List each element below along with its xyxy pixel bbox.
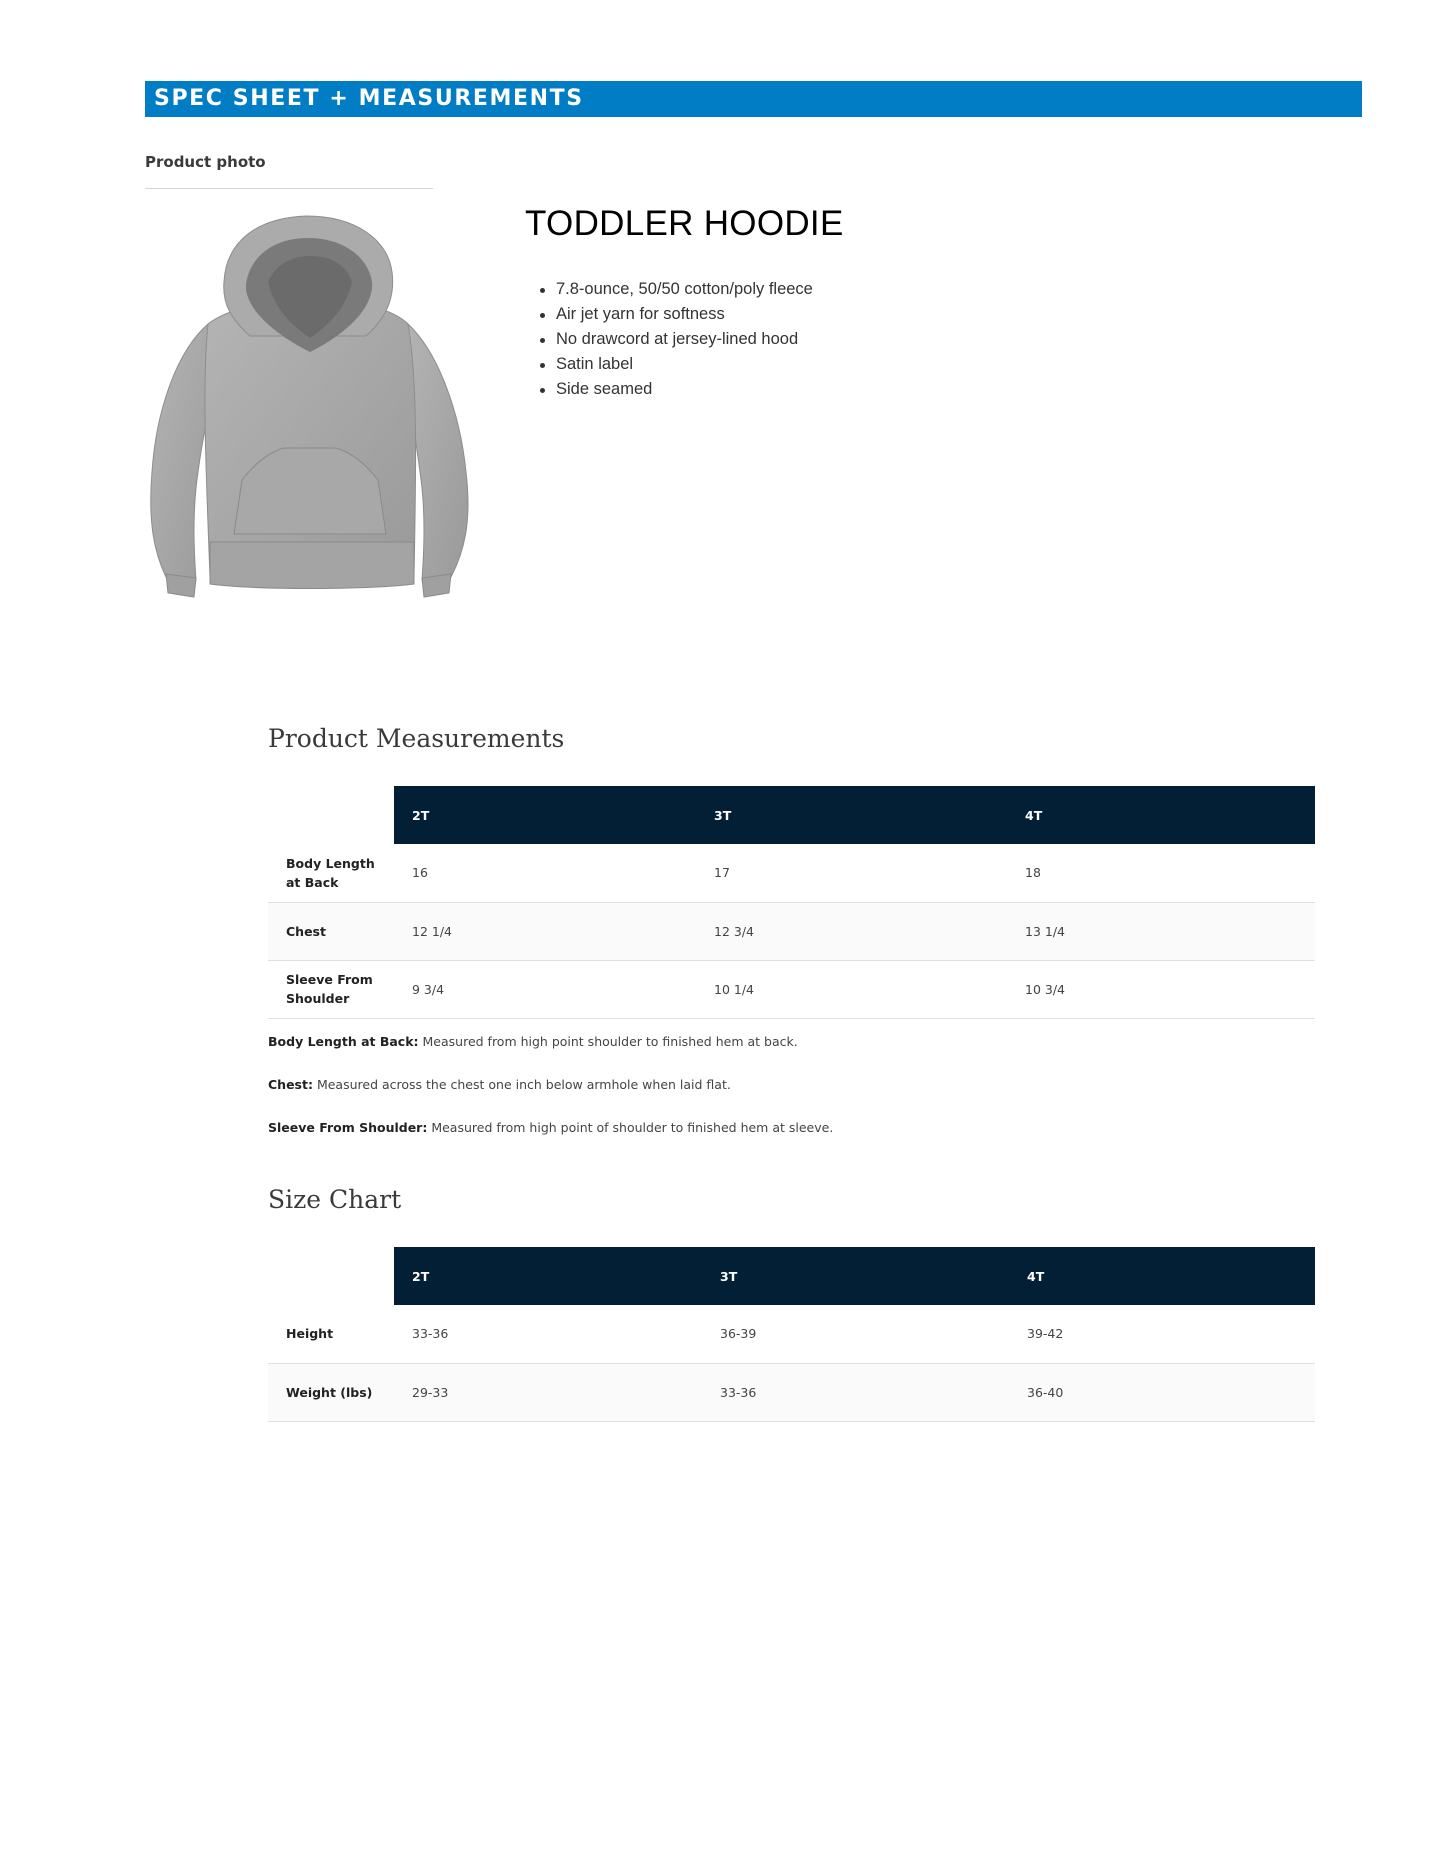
table-cell: 29-33 bbox=[394, 1363, 702, 1421]
row-label: Body Length at Back bbox=[268, 844, 394, 902]
table-header-row bbox=[268, 786, 1315, 844]
product-title: TODDLER HOODIE bbox=[525, 204, 844, 243]
feature-item: No drawcord at jersey-lined hood bbox=[540, 328, 813, 353]
note-text: Measured from high point of shoulder to finished hem at sleeve. bbox=[427, 1120, 834, 1135]
note-text: Measured across the chest one inch below armhole when laid flat. bbox=[312, 1077, 731, 1092]
note-chest bbox=[268, 1077, 833, 1120]
table-cell: 36-39 bbox=[702, 1305, 1009, 1363]
spec-sheet-banner: SPEC SHEET + MEASUREMENTS bbox=[145, 81, 1362, 117]
table-cell: 18 bbox=[1007, 844, 1315, 902]
column-header: 3T bbox=[696, 786, 1007, 844]
photo-divider bbox=[145, 188, 433, 189]
table-cell: 13 1/4 bbox=[1007, 902, 1315, 960]
measurement-notes bbox=[268, 1034, 833, 1163]
product-measurements-table bbox=[268, 786, 1315, 1019]
hoodie-product-image bbox=[146, 212, 474, 620]
table-row bbox=[268, 960, 1315, 1018]
table-row bbox=[268, 902, 1315, 960]
table-cell: 33-36 bbox=[702, 1363, 1009, 1421]
table-header-row bbox=[268, 1247, 1315, 1305]
table-row bbox=[268, 844, 1315, 902]
row-label: Weight (lbs) bbox=[268, 1363, 394, 1421]
table-cell: 33-36 bbox=[394, 1305, 702, 1363]
table-cell: 12 1/4 bbox=[394, 902, 696, 960]
product-measurements-heading: Product Measurements bbox=[268, 724, 565, 753]
row-label: Sleeve From Shoulder bbox=[268, 960, 394, 1018]
table-cell: 36-40 bbox=[1009, 1363, 1315, 1421]
note-term: Chest: bbox=[268, 1077, 313, 1092]
table-cell: 16 bbox=[394, 844, 696, 902]
size-chart-heading: Size Chart bbox=[268, 1185, 402, 1214]
column-header: 2T bbox=[394, 1247, 702, 1305]
table-cell: 12 3/4 bbox=[696, 902, 1007, 960]
note-sleeve bbox=[268, 1120, 833, 1163]
feature-list bbox=[540, 278, 813, 403]
table-cell: 10 3/4 bbox=[1007, 960, 1315, 1018]
column-header: 4T bbox=[1009, 1247, 1315, 1305]
feature-item: 7.8-ounce, 50/50 cotton/poly fleece bbox=[540, 278, 813, 303]
column-header: 3T bbox=[702, 1247, 1009, 1305]
column-header: 2T bbox=[394, 786, 696, 844]
table-row bbox=[268, 1363, 1315, 1421]
note-text: Measured from high point shoulder to finished hem at back. bbox=[418, 1034, 798, 1049]
note-body-length bbox=[268, 1034, 833, 1077]
table-cell: 10 1/4 bbox=[696, 960, 1007, 1018]
table-cell: 9 3/4 bbox=[394, 960, 696, 1018]
table-cell: 39-42 bbox=[1009, 1305, 1315, 1363]
product-photo-label: Product photo bbox=[145, 153, 266, 171]
feature-item: Side seamed bbox=[540, 378, 813, 403]
table-row bbox=[268, 1305, 1315, 1363]
size-chart-table bbox=[268, 1247, 1315, 1422]
row-label: Chest bbox=[268, 902, 394, 960]
note-term: Body Length at Back: bbox=[268, 1034, 419, 1049]
table-cell: 17 bbox=[696, 844, 1007, 902]
feature-item: Satin label bbox=[540, 353, 813, 378]
column-header: 4T bbox=[1007, 786, 1315, 844]
table-corner-cell bbox=[268, 786, 394, 844]
table-corner-cell bbox=[268, 1247, 394, 1305]
feature-item: Air jet yarn for softness bbox=[540, 303, 813, 328]
note-term: Sleeve From Shoulder: bbox=[268, 1120, 428, 1135]
row-label: Height bbox=[268, 1305, 394, 1363]
